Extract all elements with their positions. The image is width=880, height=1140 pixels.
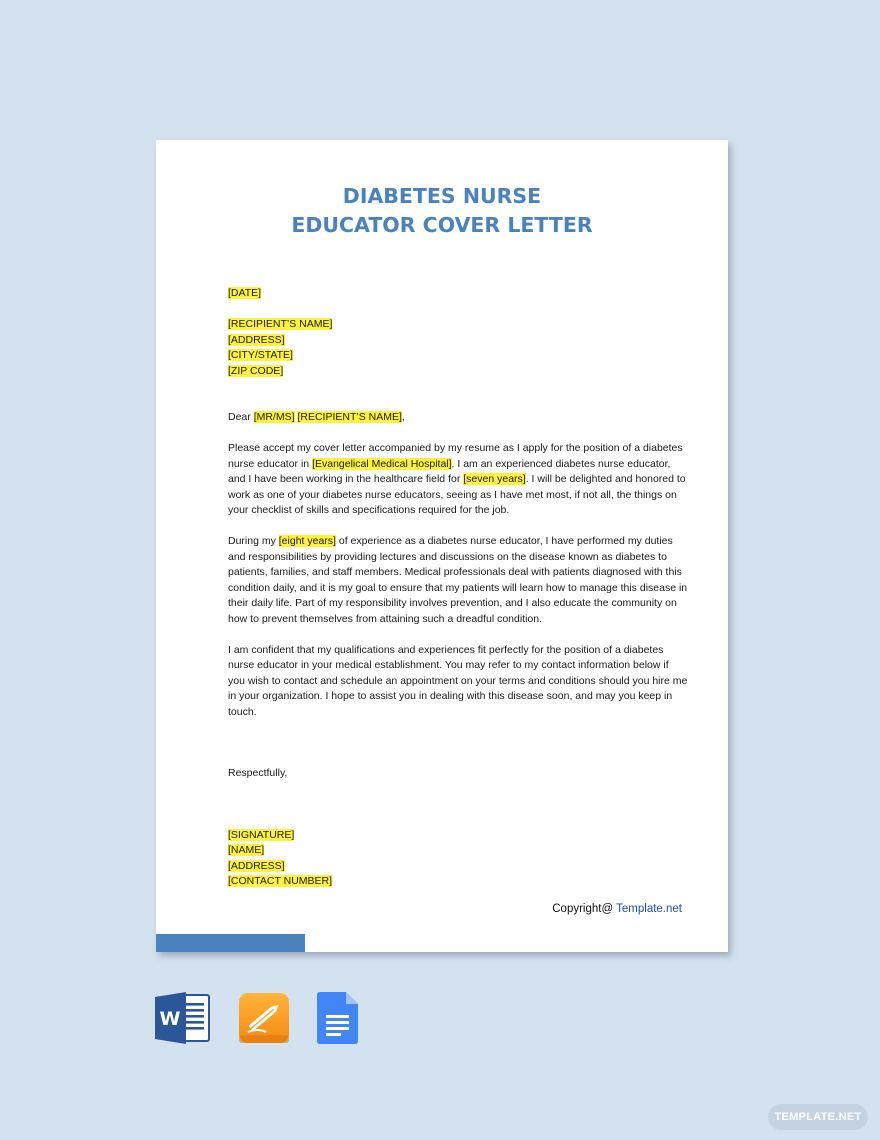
pages-icon[interactable] bbox=[238, 992, 290, 1049]
signature-field: [SIGNATURE] bbox=[228, 828, 295, 841]
city-state-field: [CITY/STATE] bbox=[228, 349, 293, 361]
svg-text:W: W bbox=[159, 1008, 181, 1030]
paragraph-1: Please accept my cover letter accompanied by my resume as I apply for the position of a diabetes nurse educator in [Evangelical Medical Hospital]. I am an experienced diabetes nurse educator, and I have been working in the healthcare field for [seven years]. I will be delighted and honored to work as one of your diabetes nurse educators, seeing as I have met most, if not all, the things on your checklist of skills and specifications required for the job. bbox=[228, 442, 686, 516]
recipient-block bbox=[228, 317, 688, 379]
paragraph-2: During my [eight years] of experience as a diabetes nurse educator, I have performed my duties and responsibilities by providing lectures and discussions on the disease known as diabetes to patients, families, and staff members. Medical professionals deal with patients diagnosed with this condition daily, and it is my goal to ensure that my patients will learn how to manage this disease in their daily life. Part of my responsibility involves prevention, and I also educate the community on how to prevent themselves from attaining such a dreadful condition. bbox=[228, 535, 688, 625]
signature-address-field: [ADDRESS] bbox=[228, 859, 285, 872]
closing: Respectfully, bbox=[228, 767, 288, 779]
word-icon[interactable] bbox=[155, 992, 211, 1049]
signature-block bbox=[228, 828, 688, 890]
title-line-2: EDUCATOR COVER LETTER bbox=[291, 213, 593, 237]
contact-number-field: [CONTACT NUMBER] bbox=[228, 875, 333, 887]
address-field: [ADDRESS] bbox=[228, 333, 285, 346]
letter-body bbox=[228, 286, 688, 890]
google-docs-icon[interactable] bbox=[317, 992, 359, 1049]
date-field: [DATE] bbox=[228, 287, 262, 299]
accent-bar bbox=[156, 934, 305, 952]
template-net-watermark: TEMPLATE.NET bbox=[768, 1104, 868, 1130]
document-title bbox=[156, 182, 728, 240]
zip-code-field: [ZIP CODE] bbox=[228, 364, 284, 377]
copyright-notice: Copyright@ Template.net bbox=[552, 903, 682, 915]
title-line-1: DIABETES NURSE bbox=[342, 184, 542, 208]
paragraph-3: I am confident that my qualifications and experiences fit perfectly for the position of a diabetes nurse educator in your medical establishment. You may refer to my contact information below if you wish to contact and schedule an appointment on your terms and conditions should you hire me in your organization. I hope to assist you in dealing with this disease soon, and may you keep in touch. bbox=[228, 643, 688, 718]
name-field: [NAME] bbox=[228, 844, 265, 856]
recipient-name-field: [RECIPIENT’S NAME] bbox=[228, 318, 333, 330]
copyright-brand-link[interactable]: Template.net bbox=[616, 903, 682, 915]
salutation: Dear [MR/MS] [RECIPIENT’S NAME], bbox=[228, 411, 405, 423]
document-page bbox=[156, 140, 728, 952]
